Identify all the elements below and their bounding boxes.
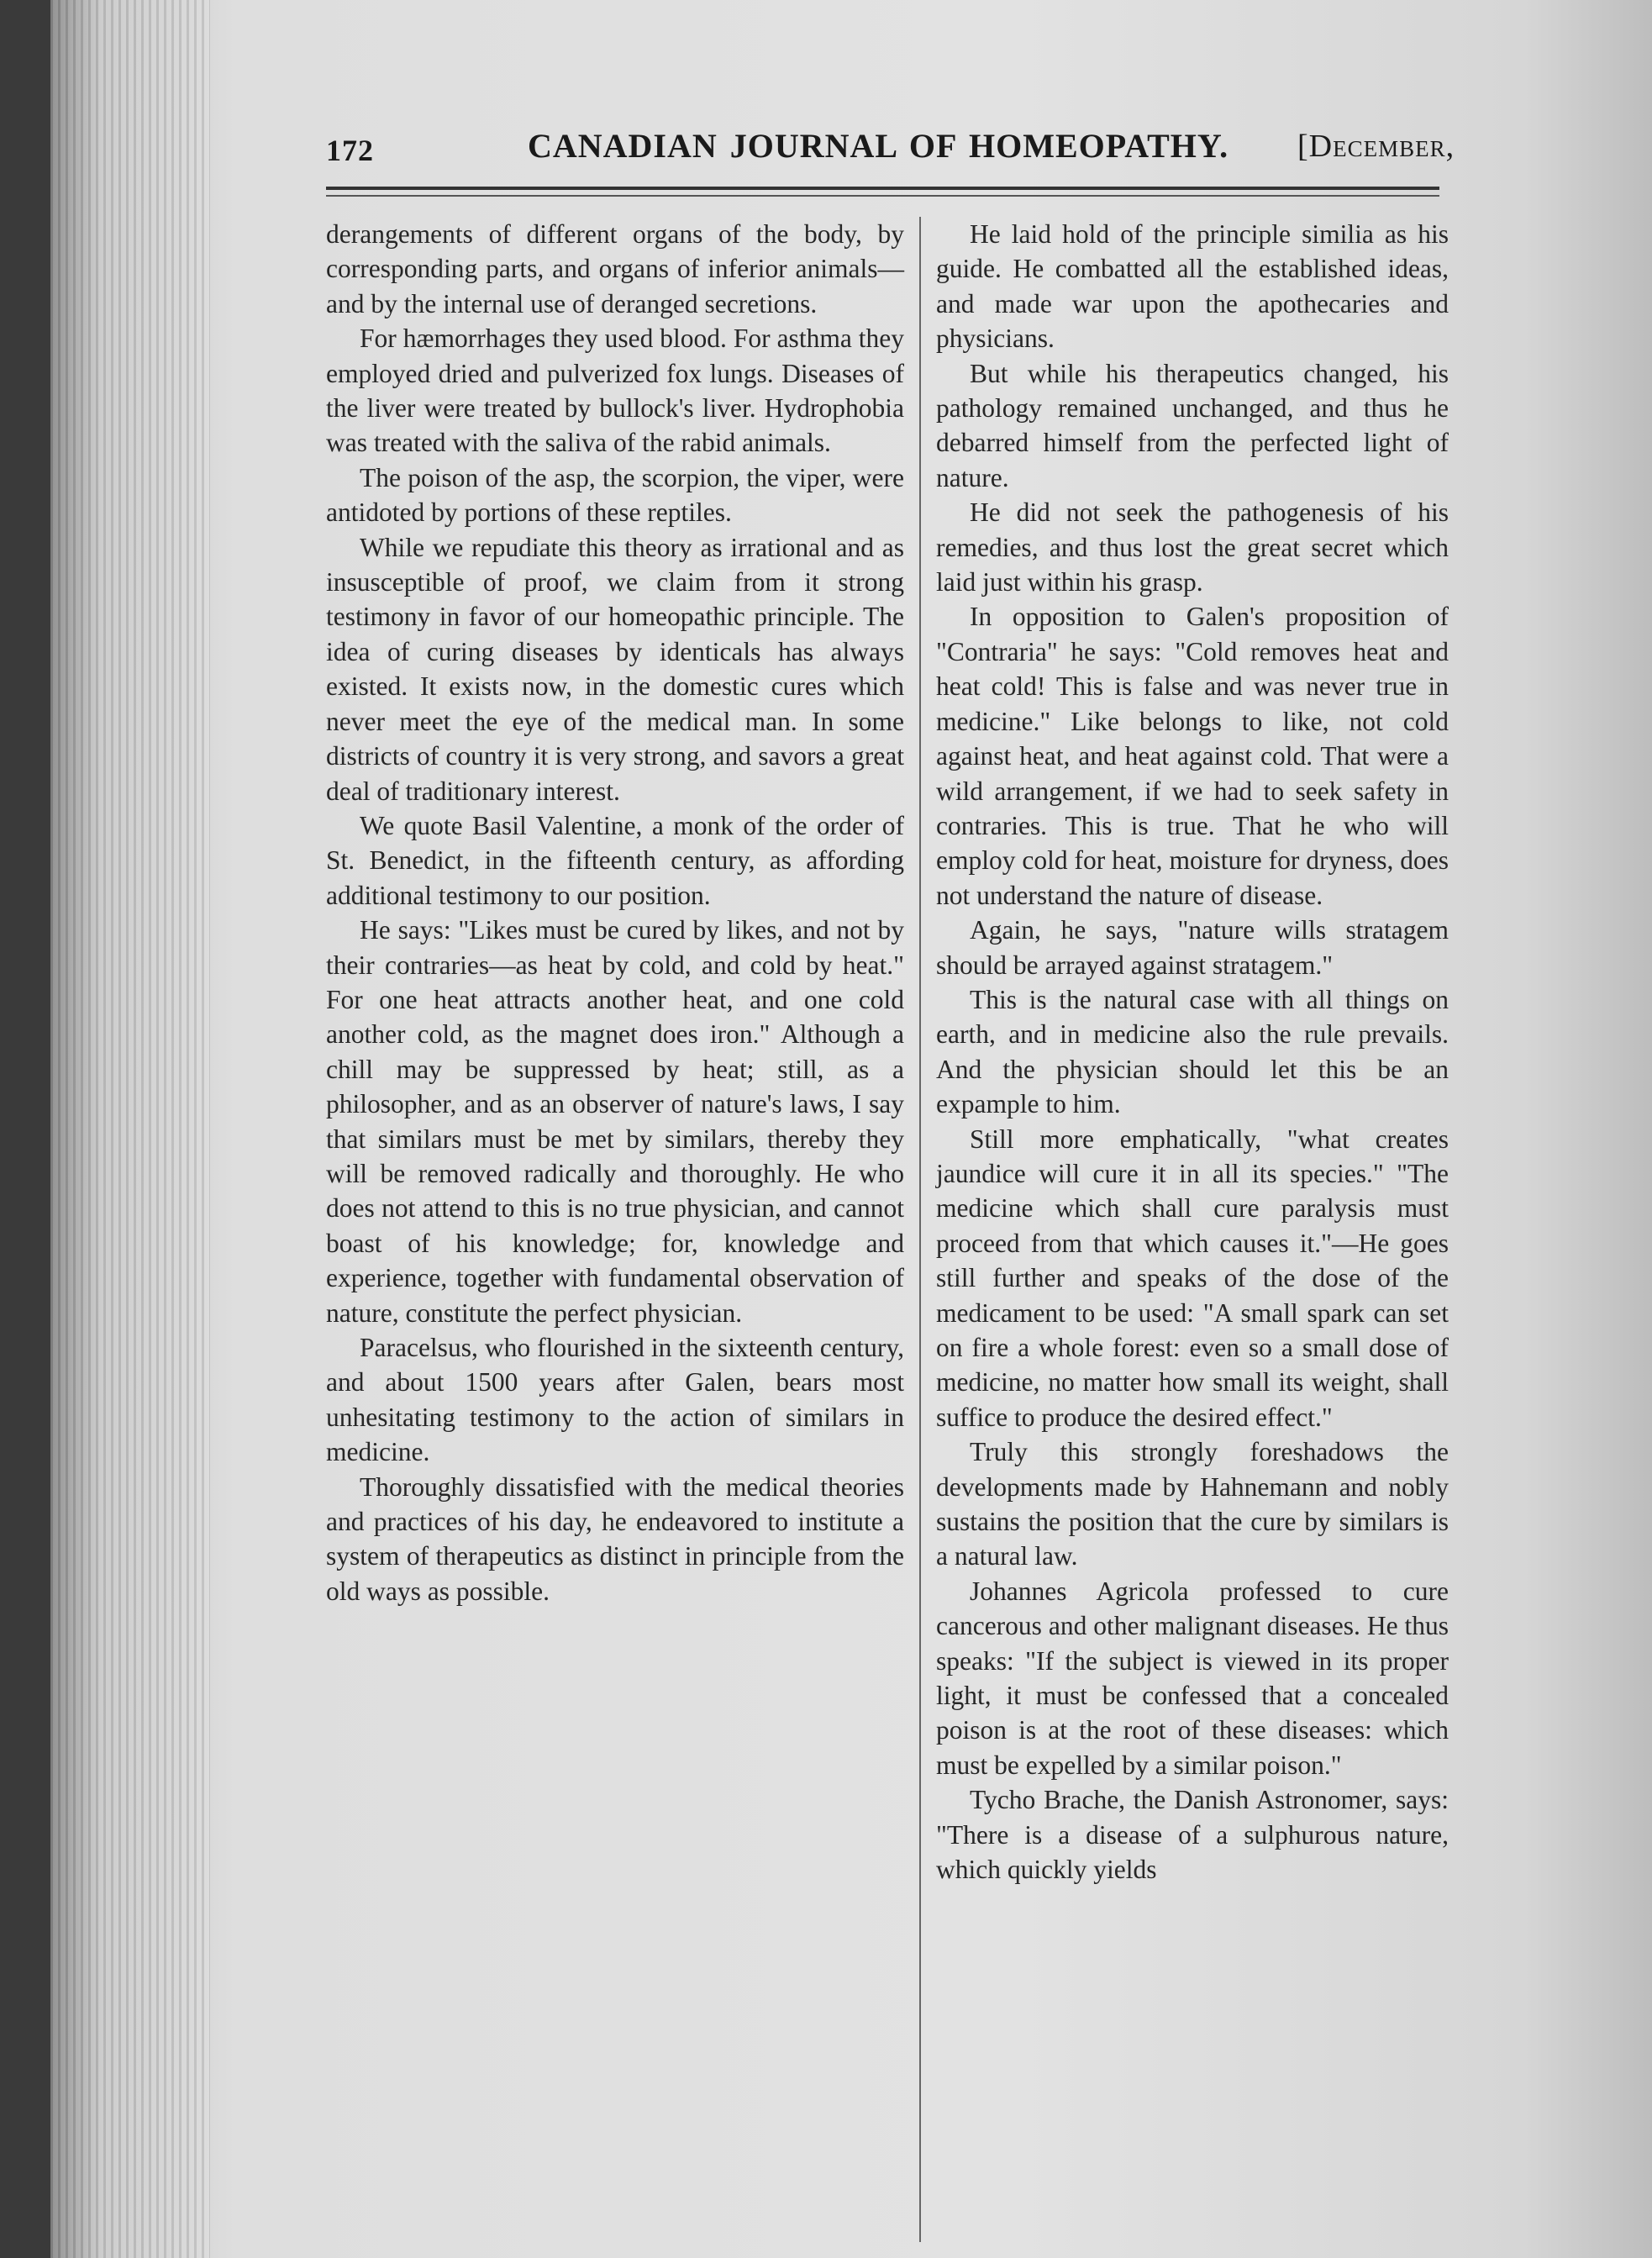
left-column <box>326 217 904 1608</box>
paragraph: He laid hold of the principle similia as his guide. He combatted all the established ideas, and made war upon the apothecaries and physicians. <box>936 219 1449 354</box>
book-page <box>50 0 1652 2258</box>
paragraph: While we repudiate this theory as irrational and as insusceptible of proof, we claim from it strong testimony in favor of our homeopathic principle. The idea of curing diseases by identicals has always existed. It exists now, in the domestic cures which never meet the eye of the medical man. In some districts of country it is very strong, and savors a great deal of traditionary interest. <box>326 532 904 806</box>
paragraph: derangements of different organs of the body, by corresponding parts, and organs of inferior animals—and by the internal use of deranged secretions. <box>326 219 904 318</box>
paragraph: In opposition to Galen's proposition of "Contraria" he says: "Cold removes heat and heat cold! This is false and was never true in medicine." Like belongs to like, not cold against heat, and heat against cold. That were a wild arrangement, if we had to seek safety in contraries. This is true. That he who will employ cold for heat, moisture for dryness, does not understand the nature of disease. <box>936 602 1449 910</box>
paragraph: Johannes Agricola professed to cure cancerous and other malignant diseases. He thus speaks: "If the subject is viewed in its proper light, it must be confessed that a concealed poison is at the root of these diseases: which must be expelled by a similar poison." <box>936 1576 1449 1780</box>
paragraph: Truly this strongly foreshadows the developments made by Hahnemann and nobly sustains the position that the cure by similars is a natural law. <box>936 1437 1449 1571</box>
paragraph: This is the natural case with all things on earth, and in medicine also the rule prevails. And the physician should let this be an expample to him. <box>936 984 1449 1119</box>
paragraph: Thoroughly dissatisfied with the medical theories and practices of his day, he endeavored to institute a system of therapeutics as distinct in principle from the old ways as possible. <box>326 1471 904 1606</box>
header-rule-thick <box>326 187 1439 190</box>
paragraph: Again, he says, "nature wills stratagem should be arrayed against stratagem." <box>936 915 1449 980</box>
paragraph: He says: "Likes must be cured by likes, and not by their contraries—as heat by cold, and cold by heat." For one heat attracts another heat, and one cold another cold, as the magnet does iron." Although a chill may be suppressed by heat; still, as a philosopher, and as an observer of nature's laws, I say that similars must be met by similars, thereby they will be removed radically and thoroughly. He who does not attend to this is no true physician, and cannot boast of his knowledge; for, knowledge and experience, together with fundamental observation of nature, constitute the perfect physician. <box>326 915 904 1328</box>
paragraph: He did not seek the pathogenesis of his remedies, and thus lost the great secret which laid just within his grasp. <box>936 497 1449 597</box>
paragraph: We quote Basil Valentine, a monk of the order of St. Benedict, in the fifteenth century, as affording additional testimony to our position. <box>326 810 904 910</box>
paragraph: Paracelsus, who flourished in the sixteenth century, and about 1500 years after Galen, bears most unhesitating testimony to the action of similars in medicine. <box>326 1333 904 1467</box>
right-column <box>936 217 1449 1887</box>
paragraph: The poison of the asp, the scorpion, the viper, were antidoted by portions of these reptiles. <box>326 462 904 528</box>
running-header <box>326 126 1455 176</box>
book-spine-shadow <box>50 0 210 2258</box>
journal-title: CANADIAN JOURNAL OF HOMEOPATHY. <box>528 127 1229 165</box>
issue-month: [December, <box>1297 129 1455 164</box>
page-number: 172 <box>326 134 374 167</box>
header-rule-thin <box>326 195 1439 197</box>
paragraph: For hæmorrhages they used blood. For asthma they employed dried and pulverized fox lungs. Diseases of the liver were treated by bullock's liver. Hydrophobia was treated with the saliva of the rabid animals. <box>326 324 904 458</box>
paragraph: But while his therapeutics changed, his pathology remained unchanged, and thus he debarred himself from the perfected light of nature. <box>936 358 1449 492</box>
column-divider <box>919 217 921 2242</box>
paragraph: Tycho Brache, the Danish Astronomer, says: "There is a disease of a sulphurous nature, which quickly yields <box>936 1785 1449 1885</box>
paragraph: Still more emphatically, "what creates jaundice will cure it in all its species." "The medicine which shall cure paralysis must proceed from that which causes it."—He goes still further and speaks of the dose of the medicament to be used: "A small spark can set on fire a whole forest: even so a small dose of medicine, no matter how small its weight, shall suffice to produce the desired effect." <box>936 1124 1449 1432</box>
